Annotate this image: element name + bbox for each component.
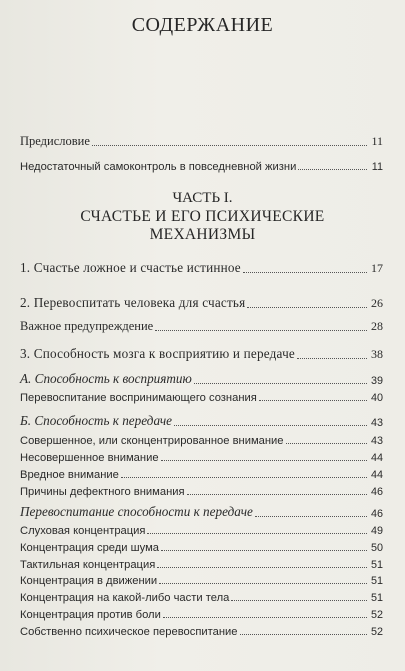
- toc-entry-section-a[interactable]: [20, 371, 383, 387]
- toc-entry[interactable]: [20, 538, 383, 554]
- toc-entry-label: Перевоспитание способности к передаче: [20, 504, 253, 519]
- toc-entry-section-b[interactable]: [20, 413, 383, 429]
- toc-entry-chapter-3[interactable]: [20, 346, 383, 362]
- toc-entry[interactable]: [20, 521, 383, 537]
- part-title-line2: МЕХАНИЗМЫ: [149, 226, 256, 243]
- toc-entry-label: Б. Способность к передаче: [20, 413, 173, 428]
- toc-entry-label: Перевоспитание воспринимающего сознания: [20, 392, 257, 404]
- dot-leader: [194, 383, 367, 384]
- toc-entry-page: 51: [370, 559, 383, 571]
- dot-leader: [157, 567, 367, 568]
- dot-leader: [286, 443, 367, 444]
- toc-entry-chapter-2[interactable]: [20, 295, 383, 311]
- toc-entry-self-control[interactable]: [20, 157, 383, 173]
- dot-leader: [159, 583, 367, 584]
- toc-entry-label: Причины дефектного внимания: [20, 486, 185, 498]
- toc-entry-page: 46: [370, 486, 383, 498]
- part-number: ЧАСТЬ I.: [172, 190, 233, 206]
- toc-entry-page: 51: [370, 575, 383, 587]
- toc-entry-label: Собственно психическое перевоспитание: [20, 626, 238, 638]
- dot-leader: [187, 494, 367, 495]
- dot-leader: [297, 358, 367, 359]
- toc-entry-label: Важное предупреждение: [20, 319, 154, 333]
- toc-entry-page: 44: [370, 452, 383, 464]
- dot-leader: [92, 145, 367, 146]
- toc-entry-label: 2. Перевоспитать человека для счастья: [20, 295, 246, 310]
- dot-leader: [147, 533, 367, 534]
- toc-entry-label: Слуховая концентрация: [20, 525, 146, 537]
- dot-leader: [163, 617, 367, 618]
- toc-entry-label: Тактильная концентрация: [20, 559, 156, 571]
- toc-entry-page: 49: [370, 525, 383, 537]
- toc-entry[interactable]: [20, 588, 383, 604]
- toc-entry-page: 17: [371, 261, 383, 275]
- toc-entry-label: 3. Способность мозга к восприятию и передаче: [20, 346, 295, 361]
- toc-entry-page: 11: [371, 161, 383, 173]
- toc-entry-page: 52: [370, 609, 383, 621]
- dot-leader: [240, 634, 367, 635]
- toc-entry-page: 26: [371, 296, 383, 310]
- toc-entry[interactable]: [20, 482, 383, 498]
- dot-leader: [259, 400, 367, 401]
- toc-entry-page: 40: [370, 392, 383, 404]
- toc-entry-page: 46: [370, 508, 383, 520]
- toc-entry-page: 44: [370, 469, 383, 481]
- dot-leader: [161, 460, 367, 461]
- toc-entry-label: Концентрация на какой-либо части тела: [20, 592, 230, 604]
- toc-entry-label: Концентрация против боли: [20, 609, 161, 621]
- dot-leader: [155, 330, 367, 331]
- toc-entry-page: 52: [370, 626, 383, 638]
- dot-leader: [174, 425, 367, 426]
- toc-entry-label: Предисловие: [20, 134, 90, 148]
- toc-entry-label: Недостаточный самоконтроль в повседневной жизни: [20, 161, 297, 173]
- toc-entry-label: Концентрация среди шума: [20, 542, 160, 554]
- toc-entry-label: Концентрация в движении: [20, 575, 158, 587]
- dot-leader: [161, 550, 367, 551]
- dot-leader: [121, 477, 367, 478]
- toc-entry-chapter-1[interactable]: [20, 260, 383, 276]
- toc-entry-page: 43: [370, 417, 383, 429]
- dot-leader: [243, 272, 367, 273]
- part-title-line1: СЧАСТЬЕ И ЕГО ПСИХИЧЕСКИЕ: [80, 208, 325, 225]
- toc-entry[interactable]: [20, 431, 383, 447]
- toc-entry-page: 28: [371, 319, 383, 333]
- toc-entry[interactable]: [20, 605, 383, 621]
- dot-leader: [247, 307, 367, 308]
- toc-entry-page: 39: [370, 375, 383, 387]
- toc-entry[interactable]: [20, 622, 383, 638]
- page-title: СОДЕРЖАНИЕ: [131, 14, 274, 36]
- toc-entry[interactable]: [20, 571, 383, 587]
- toc-entry[interactable]: [20, 555, 383, 571]
- dot-leader: [255, 516, 367, 517]
- toc-entry-page: 51: [370, 592, 383, 604]
- dot-leader: [231, 600, 367, 601]
- toc-entry[interactable]: [20, 388, 383, 404]
- dot-leader: [298, 169, 367, 170]
- toc-entry-label: 1. Счастье ложное и счастье истинное: [20, 260, 241, 275]
- toc-entry-preface[interactable]: [20, 133, 383, 149]
- toc-entry[interactable]: [20, 465, 383, 481]
- toc-entry-label: Совершенное, или сконцентрированное внимание: [20, 435, 284, 447]
- toc-entry-label: Несовершенное внимание: [20, 452, 159, 464]
- toc-entry[interactable]: [20, 448, 383, 464]
- toc-entry-label: Вредное внимание: [20, 469, 119, 481]
- toc-entry-page: 43: [370, 435, 383, 447]
- toc-entry-subsection[interactable]: [20, 504, 383, 520]
- toc-entry[interactable]: [20, 318, 383, 334]
- toc-entry-page: 50: [370, 542, 383, 554]
- toc-entry-label: А. Способность к восприятию: [20, 371, 192, 386]
- toc-entry-page: 11: [371, 134, 383, 148]
- toc-entry-page: 38: [371, 347, 383, 361]
